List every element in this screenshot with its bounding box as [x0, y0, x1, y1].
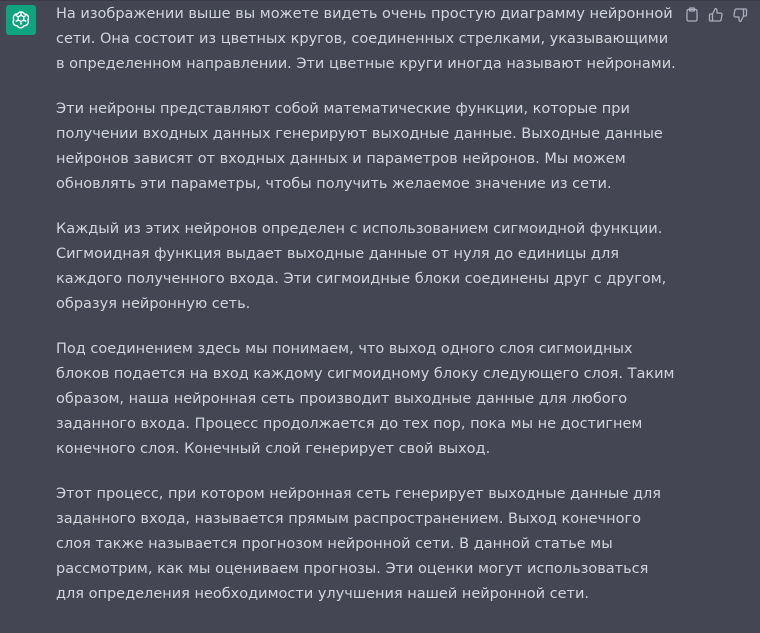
copy-button[interactable] — [683, 6, 700, 23]
thumbs-down-icon — [732, 7, 748, 23]
dislike-button[interactable] — [731, 6, 748, 23]
message-paragraph: На изображении выше вы можете видеть очень простую диаграмму нейронной сети. Она состоит из цветных кругов, соединенных стрелками, указывающими в определенном направлении. Эти цветные круги иногда называют нейронами. — [56, 6, 676, 72]
assistant-avatar — [6, 5, 36, 35]
message-actions — [683, 6, 748, 23]
message-divider — [0, 0, 760, 1]
assistant-message — [56, 2, 676, 627]
openai-logo-icon — [10, 9, 32, 31]
message-paragraph: Эти нейроны представляют собой математические функции, которые при получении входных данных генерируют выходные данные. Выходные данные нейронов зависят от входных данных и параметров нейронов. Мы можем обновлять эти параметры, чтобы получить желаемое значение из сети. — [56, 101, 663, 192]
clipboard-icon — [685, 7, 699, 22]
message-paragraph: Каждый из этих нейронов определен с использованием сигмоидной функции. Сигмоидная функция выдает выходные данные от нуля до единицы для каждого полученного входа. Эти сигмоидные блоки соединены друг с другом, образуя нейронную сеть. — [56, 221, 667, 312]
like-button[interactable] — [707, 6, 724, 23]
message-paragraph: Этот процесс, при котором нейронная сеть генерирует выходные данные для заданного входа, называется прямым распространением. Выход конечного слоя также называется прогнозом нейронной сети. В данной статье мы рассмотрим, как мы оцениваем прогнозы. Эти оценки могут использоваться для определения необходимости улучшения нашей нейронной сети. — [56, 486, 661, 602]
thumbs-up-icon — [708, 7, 724, 23]
message-paragraph: Под соединением здесь мы понимаем, что выход одного слоя сигмоидных блоков подается на вход каждому сигмоидному блоку следующего слоя. Таким образом, наша нейронная сеть производит выходные данные для любого заданного входа. Процесс продолжается до тех пор, пока мы не достигнем конечного слоя. Конечный слой генерирует свой выход. — [56, 341, 675, 457]
